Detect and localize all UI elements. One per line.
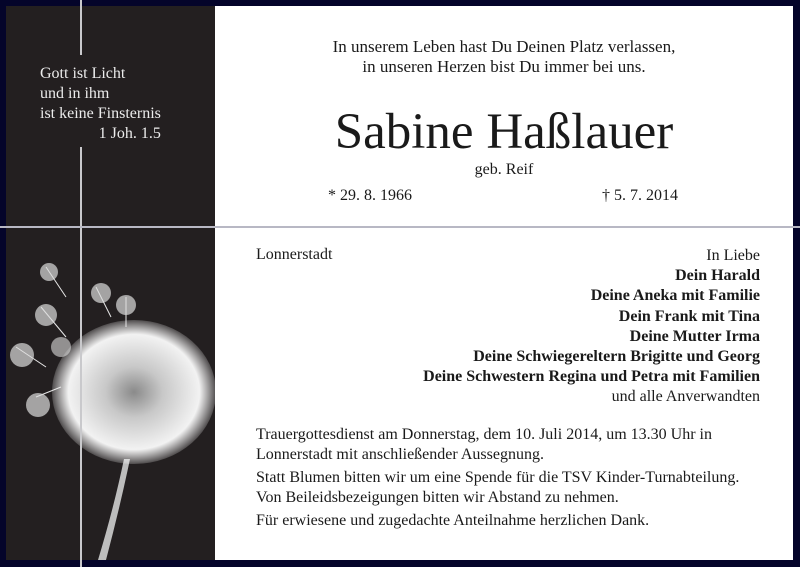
quote-line: In unserem Leben hast Du Deinen Platz verlassen,	[332, 37, 676, 56]
deceased-name: Sabine Haßlauer	[334, 104, 674, 160]
maiden-name: geb. Reif	[474, 161, 534, 178]
mourners-closing: und alle Anverwandten	[611, 388, 760, 406]
funeral-notice	[256, 425, 766, 534]
left-dark-panel	[6, 6, 215, 560]
donation-info: Statt Blumen bitten wir um eine Spende für die TSV Kinder-Turnabteilung. Von Beileidsbezeigungen bitten wir Abstand zu nehmen.	[256, 469, 740, 506]
divider-line	[80, 147, 82, 567]
horizontal-divider	[0, 226, 800, 228]
mourner: Deine Schwiegereltern Brigitte und Georg	[473, 348, 760, 366]
death-date: † 5. 7. 2014	[602, 187, 678, 204]
place: Lonnerstadt	[256, 246, 333, 263]
bible-verse	[40, 64, 161, 144]
mourner: Dein Harald	[675, 267, 760, 285]
verse-line: Gott ist Licht	[40, 65, 126, 82]
obituary-panel	[215, 6, 793, 560]
birth-date: * 29. 8. 1966	[328, 187, 412, 204]
mourners-list	[423, 246, 760, 408]
mourner: Deine Schwestern Regina und Petra mit Familien	[423, 368, 760, 386]
verse-line: ist keine Finsternis	[40, 105, 161, 122]
mourner: Deine Aneka mit Familie	[590, 287, 760, 305]
memorial-quote	[215, 37, 793, 77]
verse-reference: 1 Joh. 1.5	[98, 125, 161, 142]
divider-line	[80, 0, 82, 55]
service-info: Trauergottesdienst am Donnerstag, dem 10. Juli 2014, um 13.30 Uhr in Lonnerstadt mit anschließender Aussegnung.	[256, 426, 712, 463]
thanks-note: Für erwiesene und zugedachte Anteilnahme herzlichen Dank.	[256, 512, 650, 529]
dandelion-image	[6, 227, 215, 560]
quote-line: in unseren Herzen bist Du immer bei uns.	[362, 57, 646, 76]
mourners-intro: In Liebe	[706, 247, 760, 264]
mourner: Deine Mutter Irma	[629, 327, 760, 345]
verse-line: und in ihm	[40, 85, 110, 102]
mourner: Dein Frank mit Tina	[618, 307, 760, 325]
